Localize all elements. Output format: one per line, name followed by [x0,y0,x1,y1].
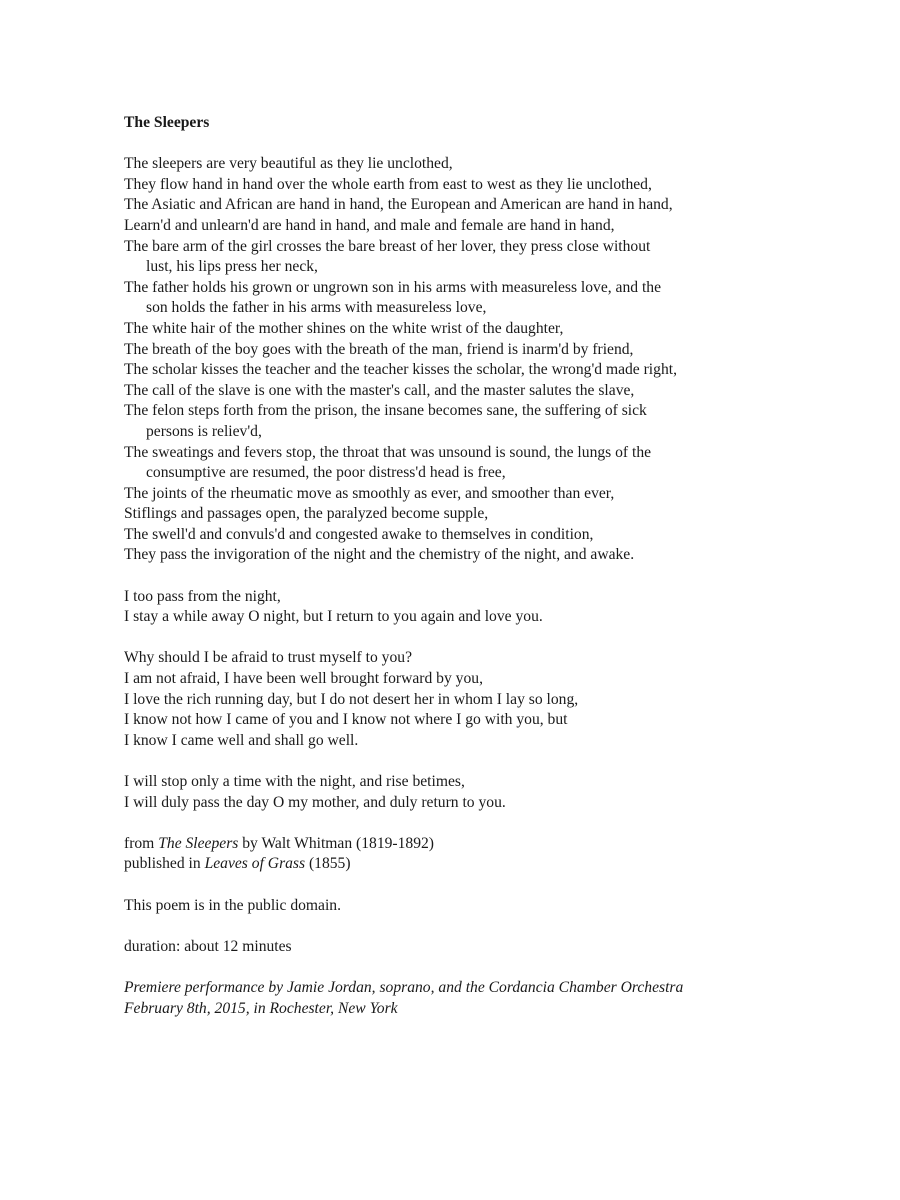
poem-line: The swell'd and convuls'd and congested awake to themselves in condition, [124,525,594,543]
source-title: The Sleepers [158,834,239,852]
publication-title: Leaves of Grass [204,855,306,873]
poem-line: I am not afraid, I have been well brought forward by you, [124,670,483,688]
poem-line: The white hair of the mother shines on the white wrist of the daughter, [124,319,564,337]
stanza-2 [124,587,844,628]
poem-line: The father holds his grown or ungrown son in his arms with measureless love, and the [124,278,662,296]
stanza-1 [124,154,844,566]
poem-line: They pass the invigoration of the night and the chemistry of the night, and awake. [124,546,635,564]
poem-line: Learn'd and unlearn'd are hand in hand, and male and female are hand in hand, [124,216,615,234]
poem-line: The bare arm of the girl crosses the bare breast of her lover, they press close without [124,237,651,255]
poem-line-continuation: persons is reliev'd, [146,422,262,440]
publication-line: published in Leaves of Grass (1855) [124,855,351,873]
poem-line: I love the rich running day, but I do not desert her in whom I lay so long, [124,690,579,708]
poem-line: They flow hand in hand over the whole earth from east to west as they lie unclothed, [124,175,652,193]
poem-line: The breath of the boy goes with the breath of the man, friend is inarm'd by friend, [124,340,634,358]
poem-line: I know I came well and shall go well. [124,731,359,749]
poem-line: I will duly pass the day O my mother, and duly return to you. [124,793,506,811]
stanza-4 [124,772,844,813]
poem-line-continuation: son holds the father in his arms with measureless love, [146,299,487,317]
premiere-line-2: February 8th, 2015, in Rochester, New York [124,999,398,1017]
poem-line: Why should I be afraid to trust myself to you? [124,649,412,667]
duration-note: duration: about 12 minutes [124,937,292,955]
poem-line: The Asiatic and African are hand in hand, the European and American are hand in hand, [124,196,673,214]
document-page [124,113,844,1019]
poem-line: Stiflings and passages open, the paralyzed become supple, [124,505,489,523]
poem-line: The joints of the rheumatic move as smoothly as ever, and smoother than ever, [124,484,615,502]
premiere-note [124,978,844,1019]
poem-line: I stay a while away O night, but I return to you again and love you. [124,608,543,626]
public-domain-note: This poem is in the public domain. [124,896,341,914]
premiere-line-1: Premiere performance by Jamie Jordan, soprano, and the Cordancia Chamber Orchestra [124,978,684,996]
poem-line: I will stop only a time with the night, and rise betimes, [124,773,465,790]
poem-line: The sleepers are very beautiful as they lie unclothed, [124,155,453,173]
poem-line-continuation: lust, his lips press her neck, [146,258,318,276]
source-credit [124,834,844,875]
poem-line: The sweatings and fevers stop, the throat that was unsound is sound, the lungs of the [124,443,652,461]
source-line: from The Sleepers by Walt Whitman (1819-1892) [124,834,435,852]
poem-line: The call of the slave is one with the master's call, and the master salutes the slave, [124,381,635,399]
poem-line: The scholar kisses the teacher and the teacher kisses the scholar, the wrong'd made right, [124,361,677,379]
poem-line-continuation: consumptive are resumed, the poor distress'd head is free, [146,464,506,482]
poem-line: I know not how I came of you and I know not where I go with you, but [124,711,568,729]
poem-line: The felon steps forth from the prison, the insane becomes sane, the suffering of sick [124,402,647,420]
stanza-3 [124,648,844,751]
poem-title: The Sleepers [124,114,210,131]
poem-line: I too pass from the night, [124,587,281,605]
